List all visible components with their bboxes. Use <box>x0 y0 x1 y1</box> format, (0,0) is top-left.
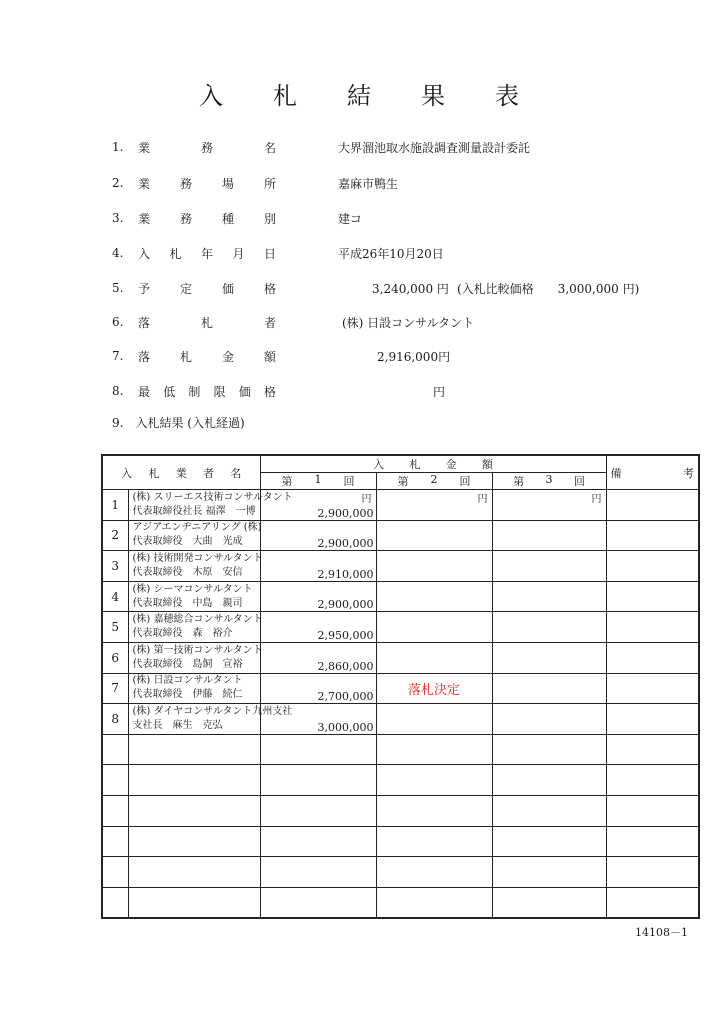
empty-cell <box>260 734 376 765</box>
info-label-char: 者 <box>263 315 276 330</box>
header-char: 業 <box>175 466 187 480</box>
round-3-amount <box>492 551 606 582</box>
info-label-char: 月 <box>232 246 245 261</box>
company-cell <box>128 551 263 582</box>
company-cell <box>128 520 260 551</box>
company-name: (株) 第一技術コンサルタント <box>132 644 263 656</box>
empty-cell <box>376 887 492 918</box>
empty-cell <box>102 826 128 857</box>
info-value: 嘉麻市鴨生 <box>338 177 399 191</box>
info-row <box>112 346 276 366</box>
empty-cell <box>102 734 128 765</box>
notes-cell <box>606 581 699 612</box>
info-label-char: 場 <box>221 176 234 191</box>
representative: 支社長 麻生 克弘 <box>132 719 223 731</box>
amount-value: 2,900,000 <box>317 537 374 551</box>
header-char: 回 <box>343 475 355 488</box>
header-round-2 <box>376 473 492 490</box>
info-label-char: 種 <box>221 211 234 226</box>
table-row <box>102 642 699 673</box>
row-number: 4 <box>102 581 128 612</box>
empty-cell <box>376 795 492 826</box>
row-number: 2 <box>102 520 128 551</box>
amount-value: 3,000,000 <box>317 720 374 734</box>
info-value: 建コ <box>338 212 363 226</box>
empty-cell <box>606 826 699 857</box>
empty-row <box>102 765 699 796</box>
row-number: 3 <box>102 551 128 582</box>
info-label-char: 格 <box>263 384 276 399</box>
info-number: 6. <box>112 315 124 329</box>
company-name: (株) 日設コンサルタント <box>132 675 243 687</box>
amount-value: 2,700,000 <box>317 690 374 704</box>
amount-value: 2,860,000 <box>317 659 374 673</box>
info-label-char: 業 <box>138 176 151 191</box>
header-char: 額 <box>481 458 493 471</box>
table-row <box>102 673 699 704</box>
amount-value: 2,900,000 <box>317 506 374 520</box>
info-row <box>112 312 276 332</box>
round-1-amount <box>260 520 376 551</box>
info-number: 1. <box>112 140 124 154</box>
empty-cell <box>128 887 260 918</box>
info-label-char: 札 <box>169 246 182 261</box>
info-label <box>138 314 276 331</box>
info-label <box>138 280 276 297</box>
table-row <box>102 612 699 643</box>
info-label-char: 額 <box>263 349 276 364</box>
empty-cell <box>492 765 606 796</box>
empty-cell <box>492 887 606 918</box>
header-char: 名 <box>230 466 242 480</box>
amount-value: 2,950,000 <box>317 628 374 642</box>
title-char: 表 <box>495 82 521 110</box>
table-row <box>102 581 699 612</box>
info-label-char: 日 <box>263 246 276 261</box>
header-char: 回 <box>459 475 471 488</box>
info-label-char: 務 <box>179 211 192 226</box>
header-char: 第 <box>397 475 409 488</box>
page-title <box>0 76 720 111</box>
header-char: 第 <box>513 475 525 488</box>
empty-cell <box>128 857 260 888</box>
empty-cell <box>376 857 492 888</box>
title-char: 結 <box>347 82 373 110</box>
round-3-amount <box>492 520 606 551</box>
round-1-amount <box>260 490 376 521</box>
header-char: 考 <box>683 466 695 480</box>
award-note: 落札決定 <box>407 682 460 698</box>
company-name: アジアエンヂニアリング (株) <box>132 522 262 534</box>
round-3-amount <box>492 673 606 704</box>
notes-cell <box>606 642 699 673</box>
info-label-char: 入 <box>138 246 151 261</box>
result-section-label: 9. 入札結果 (入札経過) <box>112 416 245 430</box>
info-label-char: 価 <box>221 281 234 296</box>
info-label <box>138 210 276 227</box>
info-label-char: 業 <box>138 140 151 155</box>
header-char: 入 <box>373 458 385 471</box>
yen-label: 円 <box>477 494 488 505</box>
info-label-char: 別 <box>263 211 276 226</box>
info-number: 8. <box>112 384 124 398</box>
info-label-char: 価 <box>238 384 251 399</box>
company-cell <box>128 642 263 673</box>
document-number: 14108－1 <box>635 926 688 939</box>
round-2-amount <box>376 581 492 612</box>
info-label <box>138 245 276 262</box>
info-label-char: 札 <box>179 349 192 364</box>
empty-cell <box>102 765 128 796</box>
header-char: 第 <box>281 475 293 488</box>
round-1-amount <box>260 551 376 582</box>
row-number: 1 <box>102 490 128 521</box>
empty-cell <box>492 795 606 826</box>
round-1-amount <box>260 581 376 612</box>
row-number: 6 <box>102 642 128 673</box>
info-row <box>112 243 276 263</box>
info-label-char: 名 <box>263 140 276 155</box>
empty-cell <box>606 795 699 826</box>
representative: 代表取締役 中島 親司 <box>132 597 243 609</box>
header-amount <box>260 455 606 473</box>
notes-cell <box>606 612 699 643</box>
header-char: 2 <box>430 473 438 486</box>
notes-cell <box>606 551 699 582</box>
info-value: 円 <box>433 385 446 399</box>
info-number: 3. <box>112 211 124 225</box>
company-name: (株) シーマコンサルタント <box>132 583 253 595</box>
notes-cell <box>606 490 699 521</box>
info-value: 3,240,000 円 <box>372 282 449 296</box>
title-char: 入 <box>199 82 225 110</box>
info-label-char: 低 <box>163 384 176 399</box>
info-label-char: 札 <box>200 315 213 330</box>
info-number: 7. <box>112 349 124 363</box>
round-2-amount <box>376 612 492 643</box>
info-label-char: 所 <box>263 176 276 191</box>
representative: 代表取締役 大曲 光成 <box>132 536 243 548</box>
company-name: (株) 嘉穂総合コンサルタント <box>132 614 263 626</box>
info-value: 大界溜池取水施設調査測量設計委託 <box>338 141 531 155</box>
empty-cell <box>260 857 376 888</box>
info-row <box>112 208 276 228</box>
empty-row <box>102 857 699 888</box>
empty-cell <box>128 765 260 796</box>
representative: 代表取締役 森 裕介 <box>132 628 233 640</box>
amount-value: 2,900,000 <box>317 598 374 612</box>
empty-cell <box>606 857 699 888</box>
info-label-char: 務 <box>179 176 192 191</box>
header-round-1 <box>260 473 376 490</box>
title-char: 果 <box>421 82 447 110</box>
info-row <box>112 137 276 157</box>
company-name: (株) ダイヤコンサルタント九州支社 <box>132 705 293 717</box>
info-label-char: 限 <box>213 384 226 399</box>
header-round-3 <box>492 473 606 490</box>
title-char: 札 <box>273 82 299 110</box>
empty-cell <box>492 857 606 888</box>
notes-cell <box>606 704 699 735</box>
info-label-char: 金 <box>221 349 234 364</box>
header-char: 3 <box>545 473 553 486</box>
info-label-char: 定 <box>179 281 192 296</box>
empty-cell <box>128 795 260 826</box>
header-char: 札 <box>409 458 421 471</box>
info-label-char: 落 <box>138 349 151 364</box>
info-label <box>138 139 276 156</box>
table-row <box>102 551 699 582</box>
empty-cell <box>102 795 128 826</box>
info-value: 2,916,000円 <box>377 350 451 364</box>
compare-price: (入札比較価格 3,000,000 円) <box>457 282 640 296</box>
empty-cell <box>606 887 699 918</box>
header-char: 1 <box>314 473 322 486</box>
company-cell <box>128 490 293 521</box>
round-1-amount <box>260 642 376 673</box>
representative: 代表取締役 伊藤 続仁 <box>132 689 243 701</box>
info-value: 平成26年10月20日 <box>338 247 444 261</box>
representative: 代表取締役社長 福澤 一博 <box>132 505 256 517</box>
info-label-char: 務 <box>200 140 213 155</box>
header-char: 者 <box>203 466 215 480</box>
empty-cell <box>102 887 128 918</box>
info-number: 2. <box>112 176 124 190</box>
header-char: 入 <box>121 466 133 480</box>
company-cell <box>128 612 263 643</box>
company-cell <box>128 673 260 704</box>
table-row <box>102 704 699 735</box>
round-1-amount <box>260 673 376 704</box>
company-cell <box>128 581 260 612</box>
header-char: 回 <box>573 475 585 488</box>
round-3-amount <box>492 490 606 521</box>
info-row <box>112 381 276 401</box>
empty-row <box>102 826 699 857</box>
info-row <box>112 278 276 298</box>
empty-cell <box>492 826 606 857</box>
company-name: (株) スリーエス技術コンサルタント <box>132 491 293 503</box>
empty-row <box>102 734 699 765</box>
header-company <box>102 455 260 490</box>
empty-row <box>102 795 699 826</box>
round-2-amount <box>376 642 492 673</box>
empty-cell <box>260 795 376 826</box>
round-3-amount <box>492 642 606 673</box>
info-label <box>138 383 276 400</box>
header-char: 備 <box>610 466 622 480</box>
table-row <box>102 520 699 551</box>
round-3-amount <box>492 704 606 735</box>
round-2-amount <box>376 551 492 582</box>
empty-cell <box>606 734 699 765</box>
round-2-amount <box>376 490 492 521</box>
notes-cell <box>606 520 699 551</box>
info-label-char: 予 <box>138 281 151 296</box>
table-row <box>102 490 699 521</box>
info-label-char: 業 <box>138 211 151 226</box>
empty-cell <box>260 826 376 857</box>
info-label-char: 格 <box>263 281 276 296</box>
info-label-char: 最 <box>138 384 151 399</box>
round-1-amount <box>260 704 376 735</box>
empty-cell <box>492 734 606 765</box>
company-cell <box>128 704 293 735</box>
yen-label: 円 <box>591 494 602 505</box>
round-2-amount <box>376 704 492 735</box>
empty-cell <box>606 765 699 796</box>
empty-cell <box>260 765 376 796</box>
empty-cell <box>376 826 492 857</box>
info-number: 4. <box>112 246 124 260</box>
info-number: 5. <box>112 281 124 295</box>
round-2-amount <box>376 673 492 704</box>
header-notes <box>606 455 699 490</box>
row-number: 5 <box>102 612 128 643</box>
round-3-amount <box>492 612 606 643</box>
round-3-amount <box>492 581 606 612</box>
bid-results-table <box>101 454 700 919</box>
empty-cell <box>128 826 260 857</box>
round-2-amount <box>376 520 492 551</box>
empty-cell <box>102 857 128 888</box>
info-label-char: 制 <box>188 384 201 399</box>
info-value: (株) 日設コンサルタント <box>342 316 475 330</box>
header-char: 金 <box>445 458 457 471</box>
round-1-amount <box>260 612 376 643</box>
empty-cell <box>260 887 376 918</box>
info-label <box>138 348 276 365</box>
company-name: (株) 技術開発コンサルタント <box>132 552 263 564</box>
info-label-char: 落 <box>138 315 151 330</box>
empty-row <box>102 887 699 918</box>
amount-value: 2,910,000 <box>317 567 374 581</box>
empty-cell <box>376 765 492 796</box>
info-label-char: 年 <box>200 246 213 261</box>
row-number: 8 <box>102 704 128 735</box>
info-label <box>138 175 276 192</box>
notes-cell <box>606 673 699 704</box>
empty-cell <box>376 734 492 765</box>
yen-label: 円 <box>361 494 372 505</box>
representative: 代表取締役 島飼 宣裕 <box>132 658 243 670</box>
info-row <box>112 173 276 193</box>
row-number: 7 <box>102 673 128 704</box>
empty-cell <box>128 734 260 765</box>
representative: 代表取締役 木原 安信 <box>132 566 243 578</box>
header-char: 札 <box>148 466 160 480</box>
